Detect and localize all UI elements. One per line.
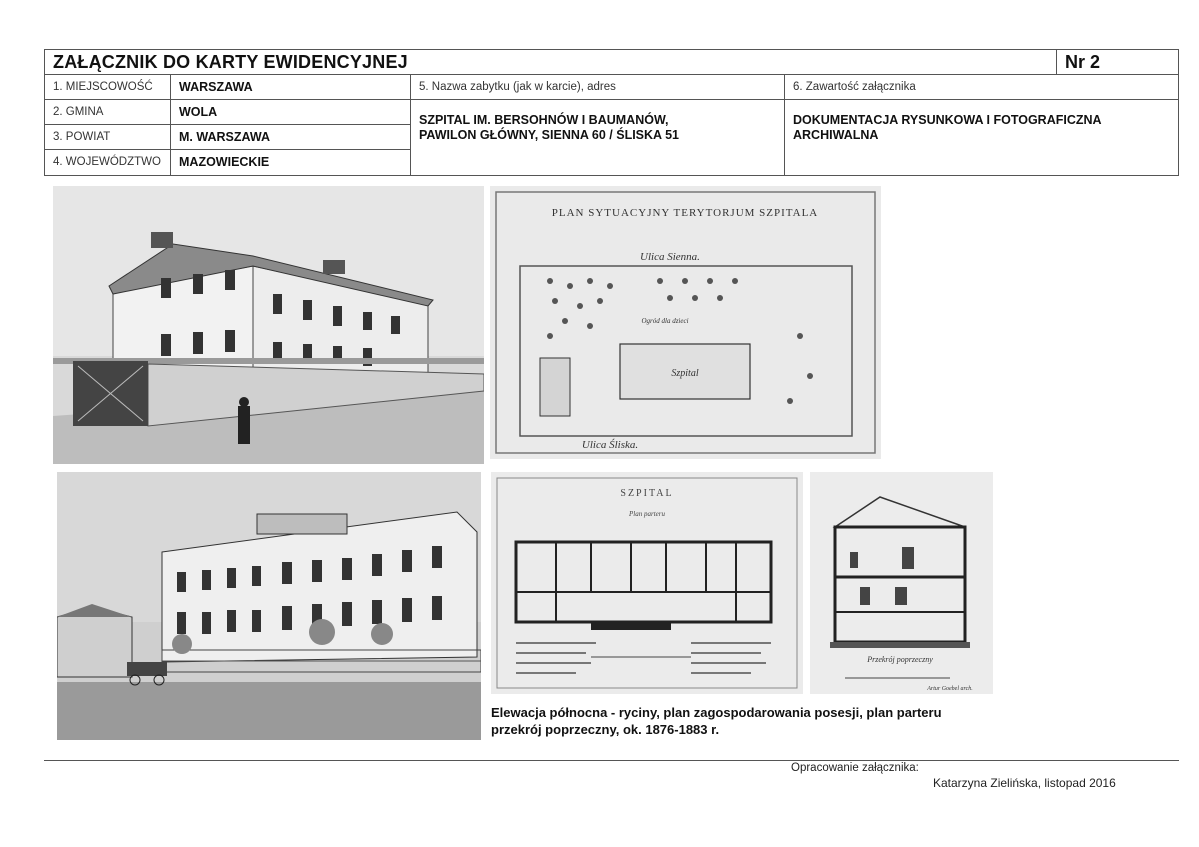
site-plan-garden: Ogród dla dzieci	[641, 317, 689, 325]
section-title: Przekrój poprzeczny	[867, 655, 933, 664]
floor-plan-subtitle: Plan parteru	[629, 510, 665, 518]
label-commune: 2. GMINA	[45, 100, 171, 125]
label-monument: 5. Nazwa zabytku (jak w karcie), adres	[411, 75, 785, 100]
figure-caption	[491, 704, 991, 738]
site-plan-street-bottom: Ulica Śliska.	[581, 439, 639, 451]
label-content: 6. Zawartość załącznika	[785, 75, 1178, 100]
engraving-corner-view	[53, 186, 484, 464]
footer-divider	[44, 760, 1179, 761]
header-table	[44, 49, 1179, 176]
monument-line-1: SZPITAL IM. BERSOHNÓW I BAUMANÓW,	[419, 113, 669, 127]
label-county: 3. POWIAT	[45, 125, 171, 150]
caption-line-2: przekrój poprzeczny, ok. 1876-1883 r.	[491, 722, 720, 737]
floor-plan-drawing	[491, 472, 803, 694]
content-line-1: DOKUMENTACJA RYSUNKOWA I FOTOGRAFICZNA	[793, 113, 1102, 127]
prepared-by-author: Katarzyna Zielińska, listopad 2016	[933, 776, 1116, 790]
sheet-number: Nr 2	[1057, 50, 1178, 75]
value-monument	[411, 100, 785, 175]
value-locality: WARSZAWA	[171, 75, 411, 100]
value-content	[785, 100, 1178, 175]
label-voivodeship: 4. WOJEWÓDZTWO	[45, 150, 171, 175]
value-county: M. WARSZAWA	[171, 125, 411, 150]
site-plan-title: PLAN SYTUACYJNY TERYTORJUM SZPITALA	[551, 207, 819, 219]
site-plan-building: Szpital	[671, 368, 699, 379]
label-locality: 1. MIEJSCOWOŚĆ	[45, 75, 171, 100]
floor-plan-title: SZPITAL	[620, 488, 674, 499]
value-voivodeship: MAZOWIECKIE	[171, 150, 411, 175]
engraving-north-elevation	[57, 472, 481, 740]
attachment-sheet	[2, 2, 1196, 844]
content-line-2: ARCHIWALNA	[793, 128, 879, 142]
site-plan-street-top: Ulica Sienna.	[640, 251, 700, 263]
value-commune: WOLA	[171, 100, 411, 125]
monument-line-2: PAWILON GŁÓWNY, SIENNA 60 / ŚLISKA 51	[419, 128, 679, 142]
cross-section-drawing	[810, 472, 993, 694]
prepared-by-label: Opracowanie załącznika:	[791, 762, 919, 774]
section-author: Artur Goebel arch.	[927, 686, 973, 692]
sheet-title: ZAŁĄCZNIK DO KARTY EWIDENCYJNEJ	[45, 50, 1057, 75]
site-plan-drawing	[490, 186, 881, 459]
caption-line-1: Elewacja północna - ryciny, plan zagospodarowania posesji, plan parteru	[491, 705, 942, 720]
